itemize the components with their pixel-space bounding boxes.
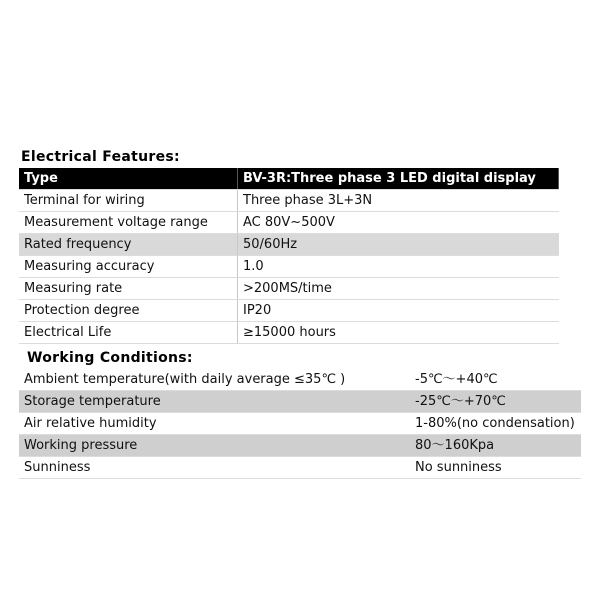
table-cell-value: ≥15000 hours [238,322,559,344]
working-conditions-table [19,369,581,479]
table-cell-value: -5℃～+40℃ [409,369,581,391]
table-cell-value: 1-80%(no condensation) [409,413,581,435]
table-row [19,322,559,344]
table-cell-label: Terminal for wiring [19,190,238,212]
table-cell-label: Type [19,168,238,190]
table-row [19,212,559,234]
table-row [19,435,581,457]
table-cell-label: Measuring rate [19,278,238,300]
table-cell-label: Rated frequency [19,234,238,256]
table-row [19,190,559,212]
table-row [19,234,559,256]
table-cell-value: AC 80V~500V [238,212,559,234]
table-cell-value: >200MS/time [238,278,559,300]
table-cell-value: No sunniness [409,457,581,479]
table-cell-label: Protection degree [19,300,238,322]
electrical-features-title: Electrical Features: [21,149,180,165]
table-cell-value: BV-3R:Three phase 3 LED digital display [238,168,559,190]
table-header-row [19,168,559,190]
table-row [19,457,581,479]
table-cell-label: Storage temperature [19,391,409,413]
table-cell-value: IP20 [238,300,559,322]
table-cell-value: 1.0 [238,256,559,278]
working-conditions-title: Working Conditions: [27,350,193,366]
table-cell-value: Three phase 3L+3N [238,190,559,212]
table-row [19,300,559,322]
table-cell-label: Sunniness [19,457,409,479]
table-row [19,369,581,391]
table-cell-value: 50/60Hz [238,234,559,256]
table-row [19,256,559,278]
table-cell-label: Electrical Life [19,322,238,344]
table-cell-label: Air relative humidity [19,413,409,435]
electrical-features-table [19,168,559,344]
table-row [19,278,559,300]
table-cell-value: 80～160Kpa [409,435,581,457]
table-cell-label: Working pressure [19,435,409,457]
table-cell-value: -25℃～+70℃ [409,391,581,413]
table-cell-label: Measurement voltage range [19,212,238,234]
table-row [19,413,581,435]
table-cell-label: Ambient temperature(with daily average ≤35℃ ) [19,369,409,391]
table-row [19,391,581,413]
table-cell-label: Measuring accuracy [19,256,238,278]
